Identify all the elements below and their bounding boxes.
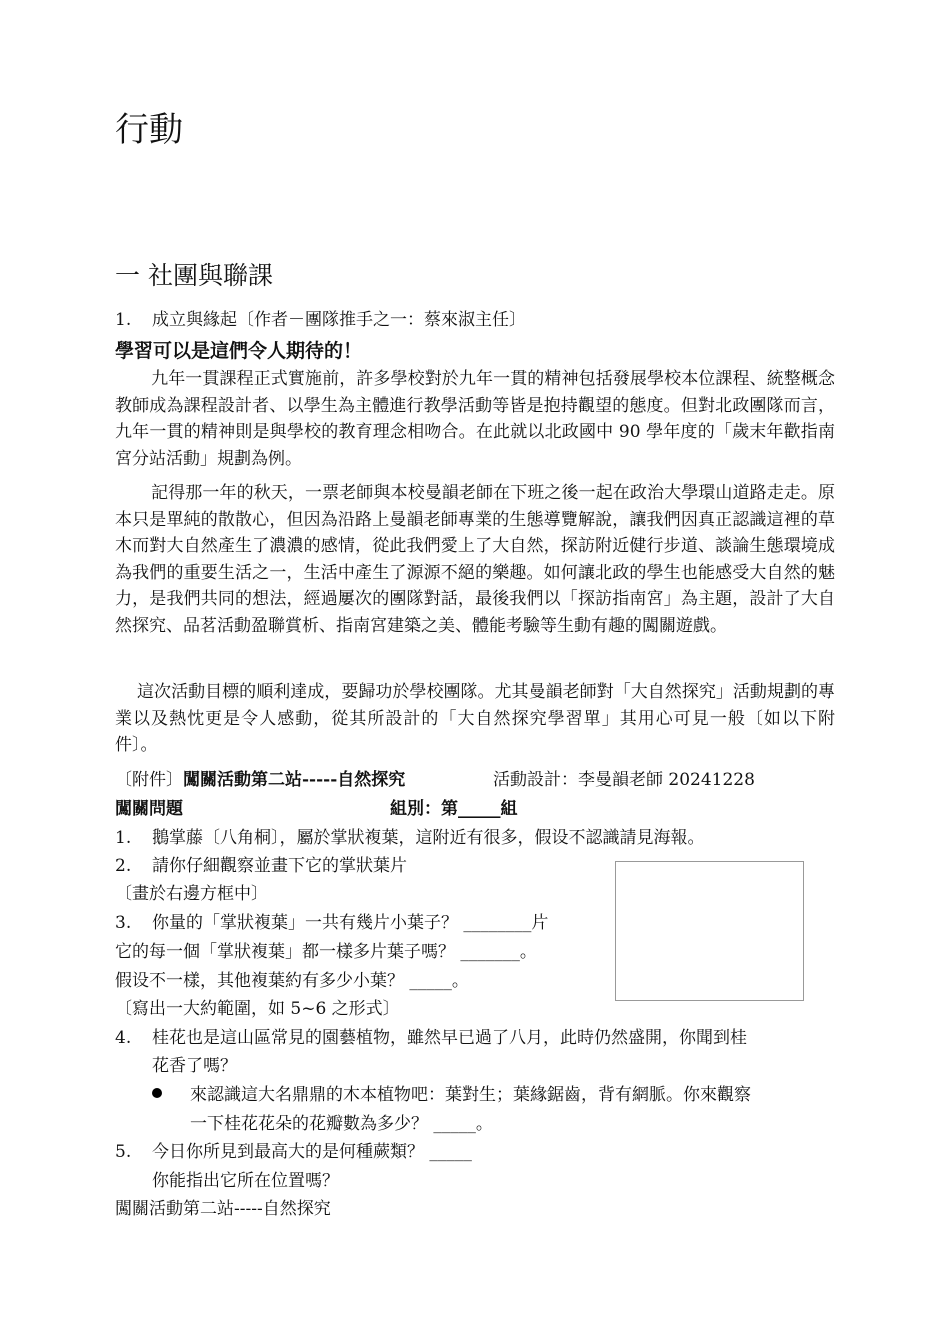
- attachment-header: [115, 769, 405, 791]
- paragraph-3: [115, 679, 835, 759]
- designer-credit: 活動設計：李曼韻老師 20241228: [493, 770, 755, 790]
- page-title: 行動: [115, 110, 183, 150]
- drawing-box: [615, 861, 804, 1001]
- question-2-text: 請你仔細觀察並畫下它的掌狀葉片: [152, 856, 407, 876]
- question-3-number: 3.: [115, 913, 132, 933]
- question-2-note: 〔畫於右邊方框中〕: [115, 884, 268, 904]
- question-4-bullet-line-2: 一下桂花花朵的花瓣數為多少？ _____。: [190, 1114, 493, 1134]
- subheading: 學習可以是這們令人期待的！: [115, 340, 363, 362]
- question-3-text: 你量的「掌狀複葉」一共有幾片小葉子？ ________片: [152, 913, 549, 933]
- attachment-title: 闖關活動第二站-----自然探究: [183, 770, 406, 790]
- bullet-icon: [152, 1088, 162, 1098]
- item-1-text: 成立與緣起〔作者－團隊推手之一：蔡來淑主任〕: [152, 310, 526, 330]
- question-4-bullet-line-1: 來認識這大名鼎鼎的木本植物吧：葉對生；葉緣鋸齒，背有網脈。你來觀察: [190, 1085, 751, 1105]
- question-3-note: 〔寫出一大約範圍，如 5~6 之形式〕: [115, 999, 400, 1019]
- question-3-line-2: 它的每一個「掌狀複葉」都一樣多片葉子嗎？ _______。: [115, 942, 537, 962]
- question-1-number: 1.: [115, 828, 132, 848]
- worksheet-footer: 闖關活動第二站-----自然探究: [115, 1199, 331, 1219]
- attachment-prefix: 〔附件〕: [115, 770, 183, 790]
- question-4-number: 4.: [115, 1028, 132, 1048]
- question-4-line-1: 桂花也是這山區常見的園藝植物，雖然早已過了八月，此時仍然盛開，你聞到桂: [152, 1028, 747, 1048]
- group-label: 組別：第_____組: [390, 799, 518, 819]
- question-1-text: 鵝掌藤〔八角桐〕，屬於掌狀複葉，這附近有很多，假设不認識請見海報。: [152, 828, 705, 848]
- question-5-line-2: 你能指出它所在位置嗎？: [152, 1171, 339, 1191]
- question-3-line-3: 假设不一樣，其他複葉約有多少小葉？ _____。: [115, 971, 469, 991]
- paragraph-1-text: 九年一貫課程正式實施前，許多學校對於九年一貫的精神包括發展學校本位課程、統整概念教師成為課程設計者、以學生為主體進行教學活動等皆是抱持觀望的態度。但對北政團隊而言，九年一貫的精神則是與學校的教育理念相吻合。在此就以北政國中 90 學年度的「歲末年歡指南宮分站活動」規劃為例。: [115, 369, 835, 469]
- question-2-number: 2.: [115, 856, 132, 876]
- question-5-line-1: 今日你所見到最高大的是何種蕨類？ _____: [152, 1142, 472, 1162]
- question-5-number: 5.: [115, 1142, 132, 1162]
- item-1-number: 1.: [115, 310, 132, 330]
- paragraph-2: [115, 480, 835, 640]
- paragraph-2-text: 記得那一年的秋天，一票老師與本校曼韻老師在下班之後一起在政治大學環山道路走走。原本只是單純的散散心，但因為沿路上曼韻老師專業的生態導覽解說，讓我們因真正認識這裡的草木而對大自然產生了濃濃的感情，從此我們愛上了大自然，探訪附近健行步道、談論生態環境成為我們的重要生活之一，生活中產生了源源不絕的樂趣。如何讓北政的學生也能感受大自然的魅力，是我們共同的想法，經過屢次的團隊對話，最後我們以「探訪指南宮」為主題，設計了大自然探究、品茗活動盈聯賞析、指南宮建築之美、體能考驗等生動有趣的闖關遊戲。: [115, 483, 835, 636]
- section-heading: 一 社團與聯課: [115, 261, 273, 290]
- paragraph-1: [115, 366, 835, 472]
- paragraph-3-text: 這次活動目標的順利達成，要歸功於學校團隊。尤其曼韻老師對「大自然探究」活動規劃的專業以及熱忱更是令人感動，從其所設計的「大自然探究學習單」其用心可見一般〔如以下附件〕。: [115, 682, 835, 756]
- question-4-line-2: 花香了嗎？: [152, 1056, 237, 1076]
- questions-label: 闖關問題: [115, 799, 183, 819]
